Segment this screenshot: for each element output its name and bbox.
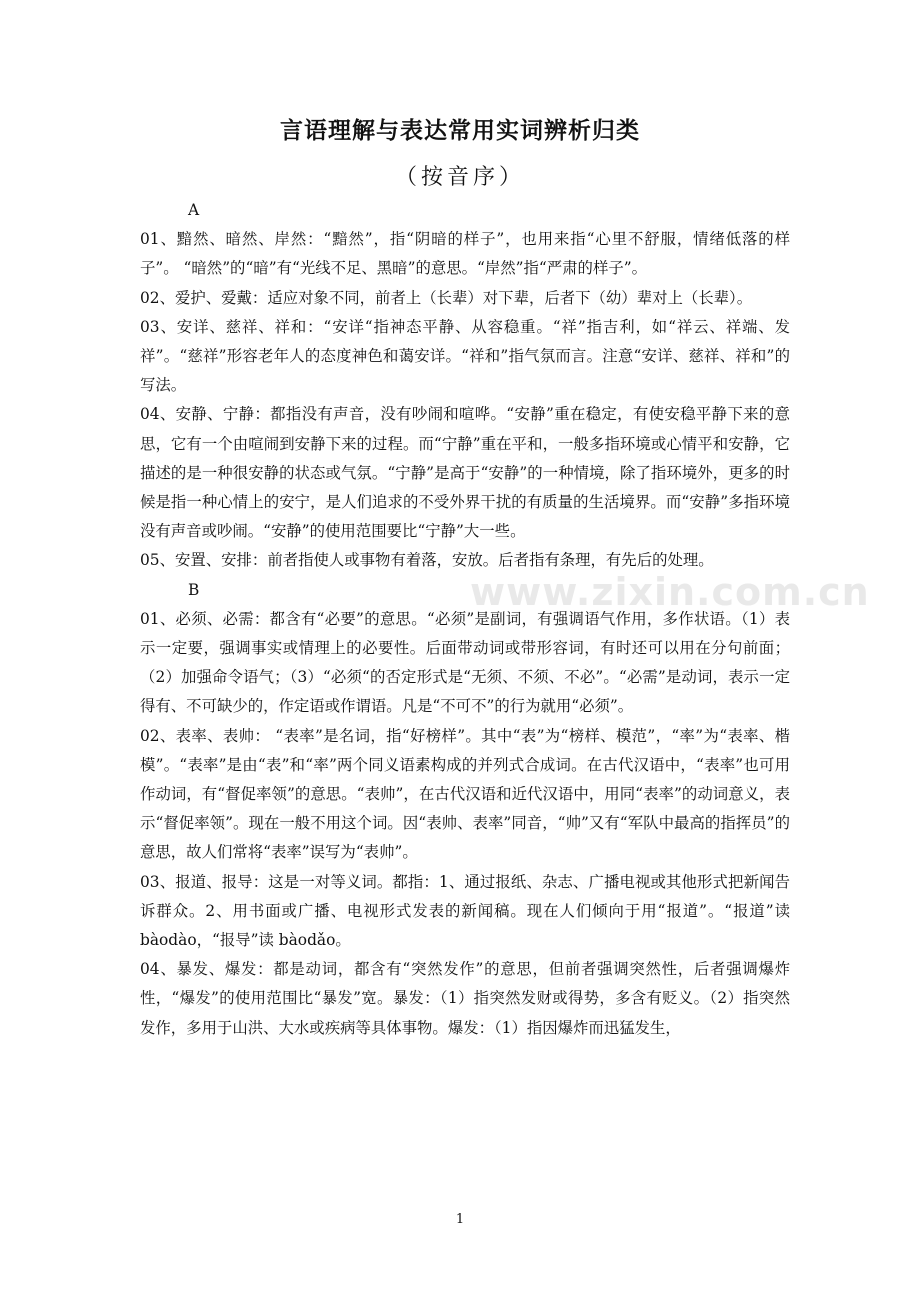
document-body bbox=[140, 196, 870, 1043]
entry-a-02: 02、爱护、爱戴：适应对象不同，前者上（长辈）对下辈，后者下（幼）辈对上（长辈）。 bbox=[140, 288, 753, 307]
section-letter-b: B bbox=[188, 580, 200, 599]
entry-b-03: 03、报道、报导：这是一对等义词。都指：1、通过报纸、杂志、广播电视或其他形式把新闻告诉群众。2、用书面或广播、电视形式发表的新闻稿。现在人们倾向于用“报道”。“报道”读 bàodào，“报导”读 bàodǎo。 bbox=[140, 872, 790, 950]
entry-a-05: 05、安置、安排：前者指使人或事物有着落，安放。后者指有条理，有先后的处理。 bbox=[140, 551, 714, 570]
entry-a-01: 01、黯然、暗然、岸然：“黯然”，指“阴暗的样子”，也用来指“心里不舒服，情绪低落的样子”。 “暗然”的“暗”有“光线不足、黑暗”的意思。“岸然”指“严肃的样子”。 bbox=[140, 230, 790, 278]
entry-b-02: 02、表率、表帅： “表率”是名词，指“好榜样”。其中“表”为“榜样、模范”，“率”为“表率、楷模”。“表率”是由“表”和“率”两个同义语素构成的并列式合成词。在古代汉语中，“表率”也可用作动词，有“督促率领”的意思。“表帅”，在古代汉语和近代汉语中，用同“表率”的动词意义，表示“督促率领”。现在一般不用这个词。因“表帅、表率”同音，“帅”又有“军队中最高的指挥员”的意思，故人们常将“表率”误写为“表帅”。 bbox=[140, 726, 790, 862]
entry-b-04: 04、暴发、爆发：都是动词，都含有“突然发作”的意思，但前者强调突然性，后者强调爆炸性，“爆发”的使用范围比“暴发”宽。暴发：（1）指突然发财或得势，多含有贬义。（2）指突然发作，多用于山洪、大水或疾病等具体事物。爆发：（1）指因爆炸而迅猛发生， bbox=[140, 960, 790, 1037]
entry-a-03: 03、安详、慈祥、祥和：“安详“指神态平静、从容稳重。“祥”指吉利，如“祥云、祥端、发祥”。“慈祥”形容老年人的态度神色和蔼安详。“祥和”指气氛而言。注意“安详、慈祥、祥和”的写法。 bbox=[140, 317, 790, 395]
watermark: www.zixin.com.cn bbox=[470, 570, 870, 614]
entry-b-01: 01、必须、必需：都含有“必要”的意思。“必须”是副词，有强调语气作用，多作状语。（1）表示一定要，强调事实或情理上的必要性。后面带动词或带形容词，有时还可以用在分句前面；（2）加强命令语气；（3）“必须“的否定形式是“无须、不须、不必”。“必需”是动词，表示一定得有、不可缺少的，作定语或作谓语。凡是“不可不”的行为就用“必须”。 bbox=[140, 609, 790, 716]
document-subtitle: （按音序） bbox=[394, 165, 525, 190]
page-number: 1 bbox=[455, 1212, 465, 1227]
section-letter-a: A bbox=[188, 201, 200, 219]
entry-a-04: 04、安静、宁静：都指没有声音，没有吵闹和喧哗。“安静”重在稳定，有使安稳平静下来的意思，它有一个由喧闹到安静下来的过程。而“宁静”重在平和，一般多指环境或心情平和安静，它描述的是一种很安静的状态或气氛。“宁静”是高于“安静”的一种情境，除了指环境外，更多的时候是指一种心情上的安宁，是人们追求的不受外界干扰的有质量的生活境界。而“安静”多指环境没有声音或吵闹。“安静”的使用范围要比“宁静”大一些。 bbox=[140, 405, 790, 541]
document-title: 言语理解与表达常用实词辨析归类 bbox=[280, 117, 640, 144]
